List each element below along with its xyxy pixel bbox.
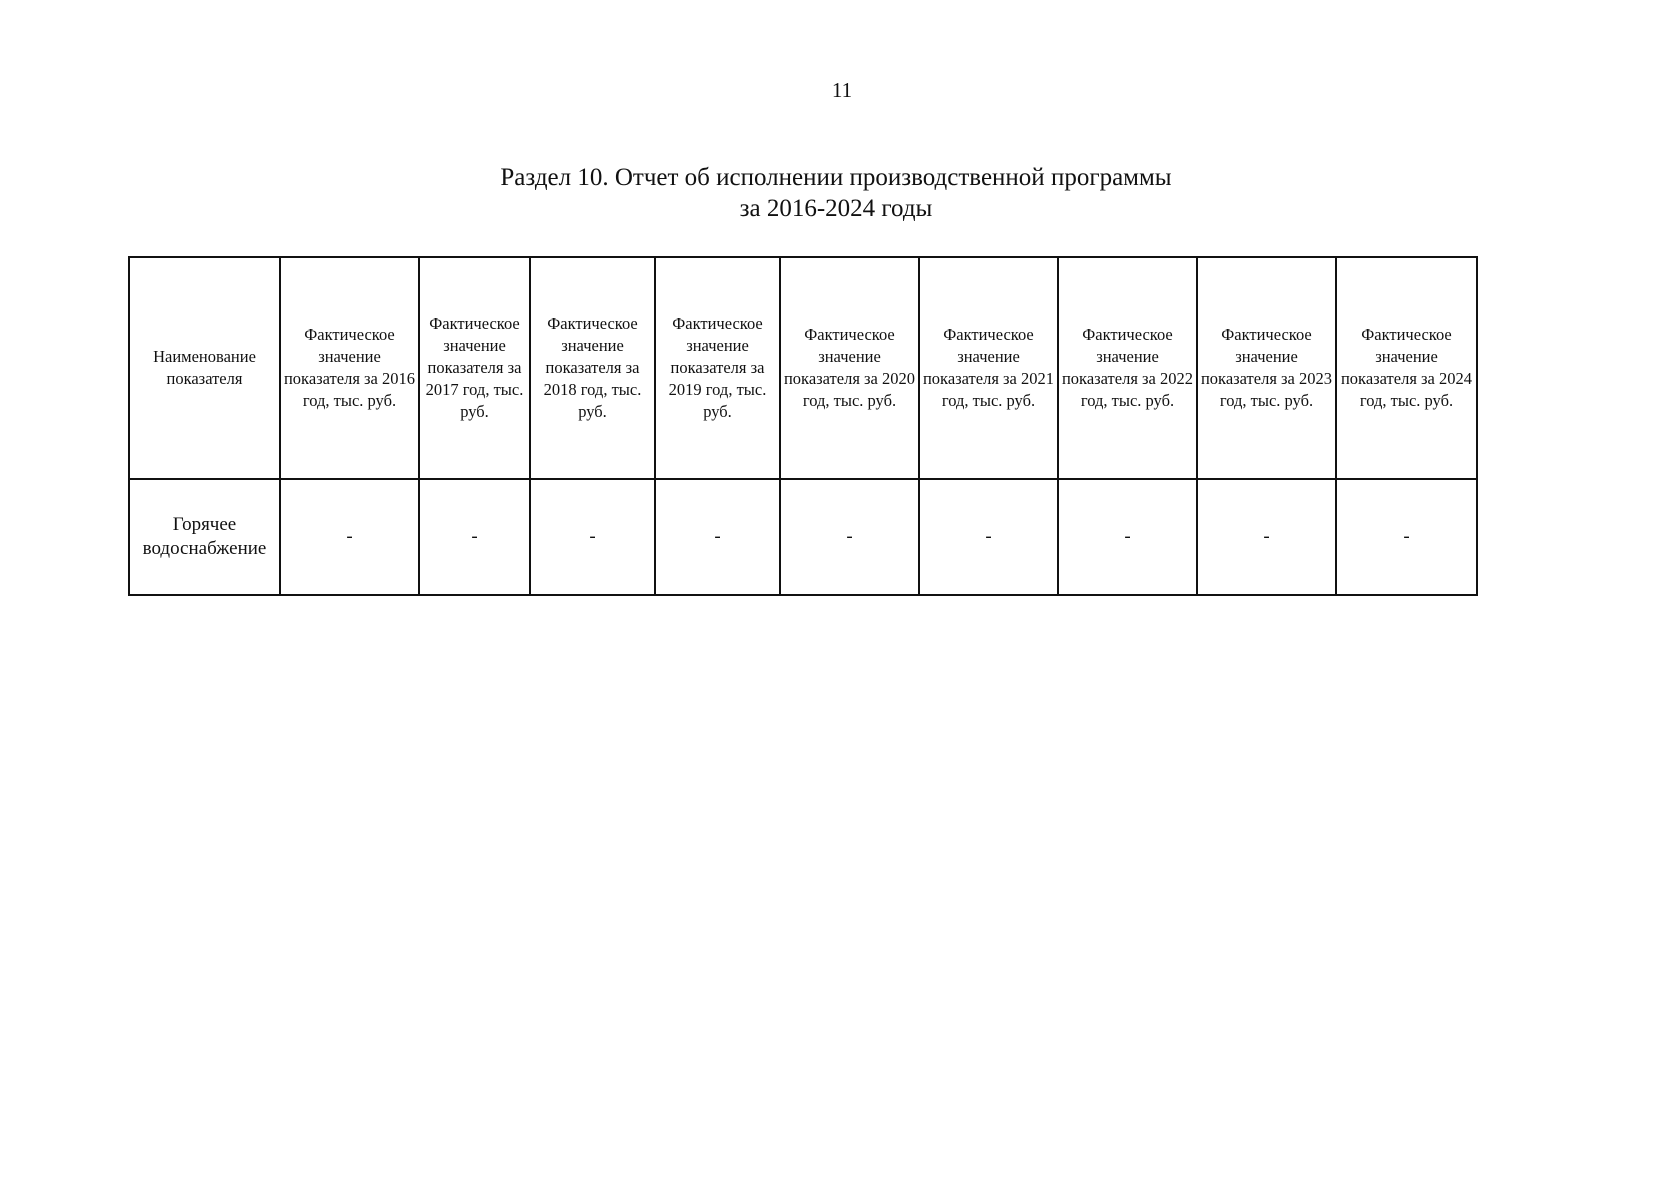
value-2021: - — [919, 479, 1058, 595]
header-2020: Фактическое значение показателя за 2020 год, тыс. руб. — [780, 257, 919, 479]
value-2024: - — [1336, 479, 1477, 595]
header-2018: Фактическое значение показателя за 2018 год, тыс. руб. — [530, 257, 655, 479]
header-2023: Фактическое значение показателя за 2023 год, тыс. руб. — [1197, 257, 1336, 479]
production-program-report-table — [128, 256, 1478, 596]
section-title-line-2: за 2016-2024 годы — [739, 195, 933, 222]
header-2017: Фактическое значение показателя за 2017 год, тыс. руб. — [419, 257, 530, 479]
value-2022: - — [1058, 479, 1197, 595]
value-2018: - — [530, 479, 655, 595]
section-title — [0, 162, 1672, 224]
header-2019: Фактическое значение показателя за 2019 год, тыс. руб. — [655, 257, 780, 479]
header-2022: Фактическое значение показателя за 2022 год, тыс. руб. — [1058, 257, 1197, 479]
table-header-row — [129, 257, 1477, 479]
page-number: 11 — [831, 78, 853, 102]
header-2024: Фактическое значение показателя за 2024 год, тыс. руб. — [1336, 257, 1477, 479]
header-2016: Фактическое значение показателя за 2016 год, тыс. руб. — [280, 257, 419, 479]
header-2021: Фактическое значение показателя за 2021 год, тыс. руб. — [919, 257, 1058, 479]
value-2019: - — [655, 479, 780, 595]
value-2023: - — [1197, 479, 1336, 595]
value-2017: - — [419, 479, 530, 595]
section-title-line-1: Раздел 10. Отчет об исполнении производственной программы — [500, 164, 1172, 191]
header-indicator-name: Наименование показателя — [129, 257, 280, 479]
value-2016: - — [280, 479, 419, 595]
row-indicator-name: Горячее водоснабжение — [129, 479, 280, 595]
table-row — [129, 479, 1477, 595]
value-2020: - — [780, 479, 919, 595]
